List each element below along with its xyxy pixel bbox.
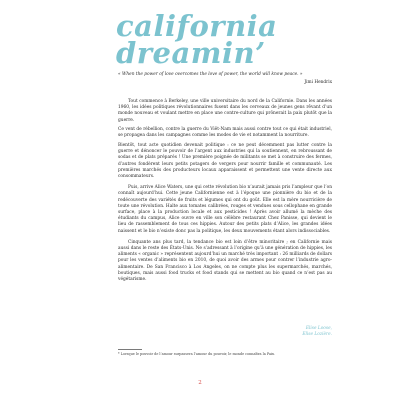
paragraph-4: Puis, arrive Alice Waters, une qui cette révolution bio n’aurait jamais pris l’ampleur que l’on connaît aujourd’hui. Cette jeune Californienne est à l’époque une pionnière du bio et de la redécouverte des variétés de fruits et légumes qui ont du goût. Elle est la mère nourricière de toute une révolution. Halte aux tomates calibrées, rouges et vendues sous cellophane en grande surface, place à la production locale et aux pesticides ! Après avoir allumé la mèche des étudiants du campus, Alice ouvre en ville son célèbre restaurant Chez Panisse, qui devient le lieu de rassemblement de tous ces hippies. Autour des petits plats d’Alice, les grandes idées naissent et le bio n’existe donc pas la politique, les deux mouvements étant alors indissociables.	[118, 185, 332, 234]
epigraph-quote: « When the power of love overcomes the love of power, the world will know peace. »	[118, 72, 303, 77]
author-signature	[302, 326, 332, 338]
signature-line-2: Elise Lozière.	[302, 332, 332, 337]
signature-line-1: Elise Loose,	[305, 326, 332, 331]
epigraph-author: Jimi Hendrix	[304, 80, 332, 85]
footnote-divider	[118, 349, 142, 350]
footnote: * Lorsque le pouvoir de l’amour surpassera l’amour du pouvoir, le monde connaîtra la Paix.	[118, 352, 276, 356]
paragraph-1: Tout commence à Berkeley, une ville universitaire du nord de la Californie. Dans les années 1960, les idées politiques révolutionnaires fusent dans les cerveaux de jeunes gens rêvant d’un monde nouveau et voulant mettre en place une contre-culture qui prônerait la paix plutôt que la guerre.	[118, 99, 332, 123]
body-text	[118, 99, 332, 287]
page-title-line-1: california	[116, 9, 278, 43]
page-title-line-2: dreamin’	[116, 36, 266, 70]
page-number: 2	[198, 380, 202, 386]
paragraph-3: Bientôt, tout acte quotidien devenait politique : ce ne peut décemment pas lutter contre la guerre et dénoncer le pouvoir de l’argent aux industries qui la soutiennent, en rebroussant de sodas et de plats préparés ! Une première poignée de militants se met à construire des fermes, d’autres fondèrent leurs petits potagers de vergers pour nourrir famille et communauté. Les premières marchés des producteurs locaux apparaissent et permettent une vente directe aux consommateurs.	[118, 143, 332, 180]
paragraph-5: Cinquante ans plus tard, la tendance bio est loin d’être minoritaire ; en Californie mais aussi dans le reste des États-Unis. Ne s’adressant à l’origine qu’à une génération de hippies, les aliments « organic » représentent aujourd’hui un marché très important : 26 milliards de dollars pour les ventes d’aliments bio en 2010, de quoi avoir des armes pour contrer l’industrie agro-alimentaire. De San Francisco à Los Angeles, on ne compte plus les supermarchés, marchés, boutiques, mais aussi food trucks et food stands qui se mettent au bio quand ce n’est pas au végétarisme.	[118, 239, 332, 283]
paragraph-2: Ce vent de rébellion, contre la guerre du Viêt-Nam mais aussi contre tout ce qui était industriel, se propagea dans les campagnes comme les modes de vie et notamment la nourriture.	[118, 127, 332, 139]
